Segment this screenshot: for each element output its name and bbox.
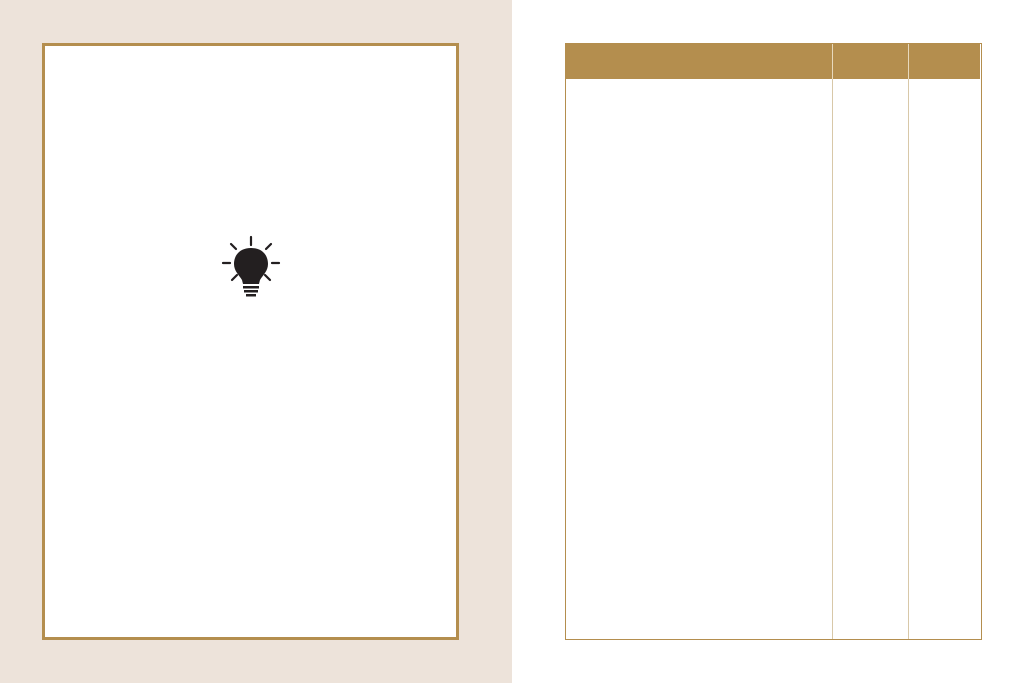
table-header xyxy=(566,44,980,79)
column-header-things xyxy=(566,44,832,79)
lightbulb-icon xyxy=(220,234,282,300)
intro-card xyxy=(42,43,459,640)
column-header-priority xyxy=(832,44,908,79)
column-divider xyxy=(908,79,909,639)
column-divider xyxy=(832,79,833,639)
column-header-done xyxy=(908,44,980,79)
right-page xyxy=(512,0,1024,683)
learn-achieve-table xyxy=(565,43,982,640)
